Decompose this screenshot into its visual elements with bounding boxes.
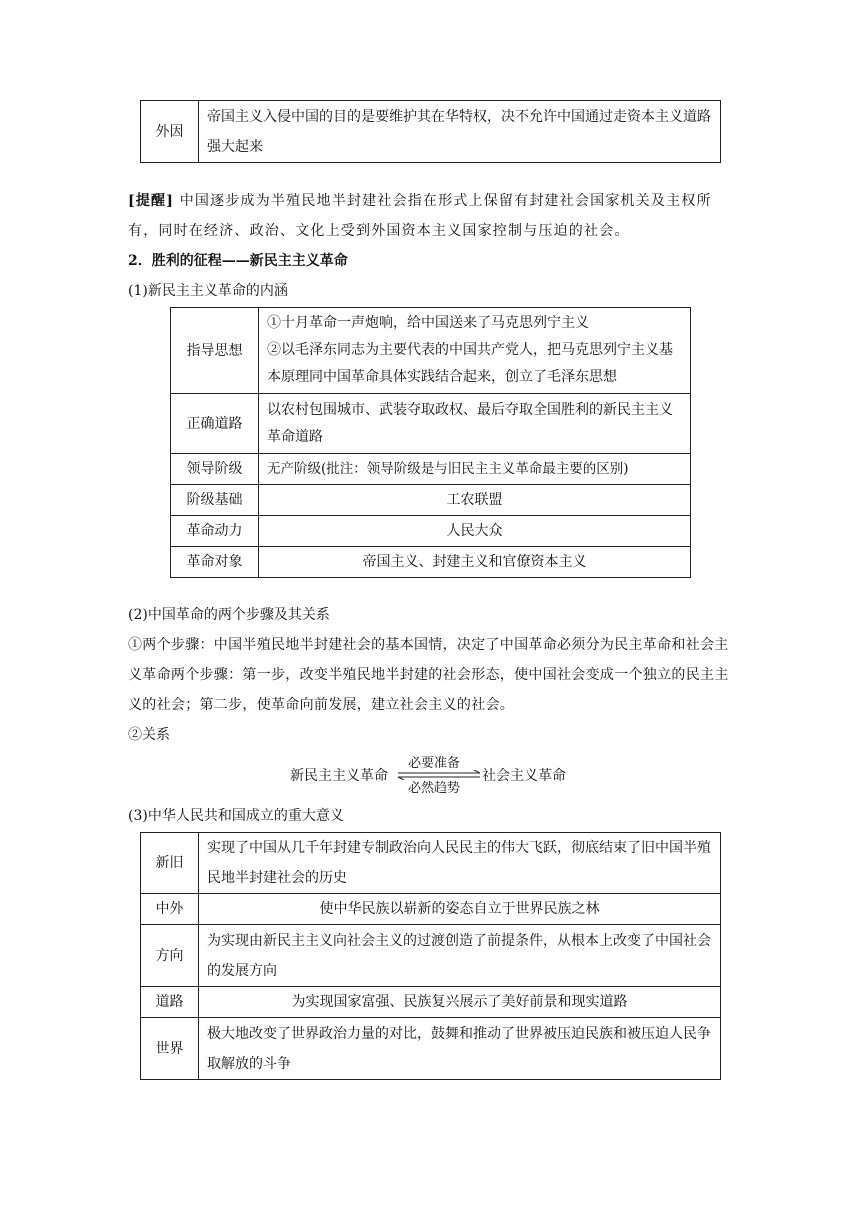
steps-paragraph: ①两个步骤：中国半殖民地半封建社会的基本国情，决定了中国革命必须分为民主革命和社会主义革命两个步骤：第一步，改变半殖民地半封建的社会形态，使中国社会变成一个独立的民主主义的社会；第二步，使革命向前发展，建立社会主义的社会。 [128,637,729,713]
table-row [171,547,691,578]
row-content: 帝国主义入侵中国的目的是要维护其在华特权，决不允许中国通过走资本主义道路强大起来 [199,101,721,163]
subsection-heading: (3)中华人民共和国成立的重大意义 [128,808,344,824]
row-label: 革命动力 [171,516,259,547]
row-label: 新旧 [141,833,199,894]
row-content: 为实现由新民主主义向社会主义的过渡创造了前提条件，从根本上改变了中国社会的发展方向 [199,925,721,987]
table-row [141,987,721,1018]
connotation-table [170,307,691,578]
row-label: 方向 [141,925,199,987]
tip-text: 中国逐步成为半殖民地半封建社会指在形式上保留有封建社会国家机关及主权所有，同时在经济、政治、文化上受到外国资本主义国家控制与压迫的社会。 [128,193,712,239]
row-content: 无产阶级(批注：领导阶级是与旧民主主义革命最主要的区别) [259,454,691,485]
row-content: 实现了中国从几千年封建专制政治向人民民主的伟大飞跃，彻底结束了旧中国半殖民地半封建社会的历史 [199,833,721,894]
table-row [171,308,691,394]
row-line: ①十月革命一声炮响，给中国送来了马克思列宁主义 [267,315,589,331]
row-content: 极大地改变了世界政治力量的对比，鼓舞和推动了世界被压迫民族和被压迫人民争取解放的斗争 [199,1018,721,1080]
subsection-heading: (2)中国革命的两个步骤及其关系 [128,607,330,623]
table-row [141,833,721,894]
row-label: 革命对象 [171,547,259,578]
table-row [141,101,721,163]
relation-label: ②关系 [128,727,170,743]
table-row [171,485,691,516]
table-row [171,516,691,547]
external-cause-table [140,100,721,163]
row-label: 领导阶级 [171,454,259,485]
subsection-heading: (1)新民主主义革命的内涵 [128,283,288,299]
row-label: 道路 [141,987,199,1018]
row-content: 帝国主义、封建主义和官僚资本主义 [259,547,691,578]
table-row [141,894,721,925]
relation-left: 新民主主义革命 [290,768,388,784]
row-content: 人民大众 [259,516,691,547]
row-label: 世界 [141,1018,199,1080]
row-content: 使中华民族以崭新的姿态自立于世界民族之林 [199,894,721,925]
row-label: 正确道路 [171,394,259,454]
significance-table [140,832,721,1080]
relation-right: 社会主义革命 [482,768,566,784]
table-row [171,394,691,454]
row-label: 指导思想 [171,308,259,394]
tip-paragraph [128,186,736,246]
tip-label: [提醒] [128,193,175,209]
row-label: 阶级基础 [171,485,259,516]
row-label: 中外 [141,894,199,925]
row-content: 工农联盟 [259,485,691,516]
section-heading: 2．胜利的征程——新民主主义革命 [128,253,348,269]
row-content [259,308,691,394]
relation-bottom: 必然趋势 [408,781,461,796]
relation-top: 必要准备 [408,756,461,771]
row-line: ②以毛泽东同志为主要代表的中国共产党人，把马克思列宁主义基本原理同中国革命具体实践结合起来，创立了毛泽东思想 [267,342,673,385]
table-row [141,925,721,987]
table-row [171,454,691,485]
row-content: 为实现国家富强、民族复兴展示了美好前景和现实道路 [199,987,721,1018]
row-content: 以农村包围城市、武装夺取政权、最后夺取全国胜利的新民主主义革命道路 [259,394,691,454]
table-row [141,1018,721,1080]
row-label: 外因 [141,101,199,163]
